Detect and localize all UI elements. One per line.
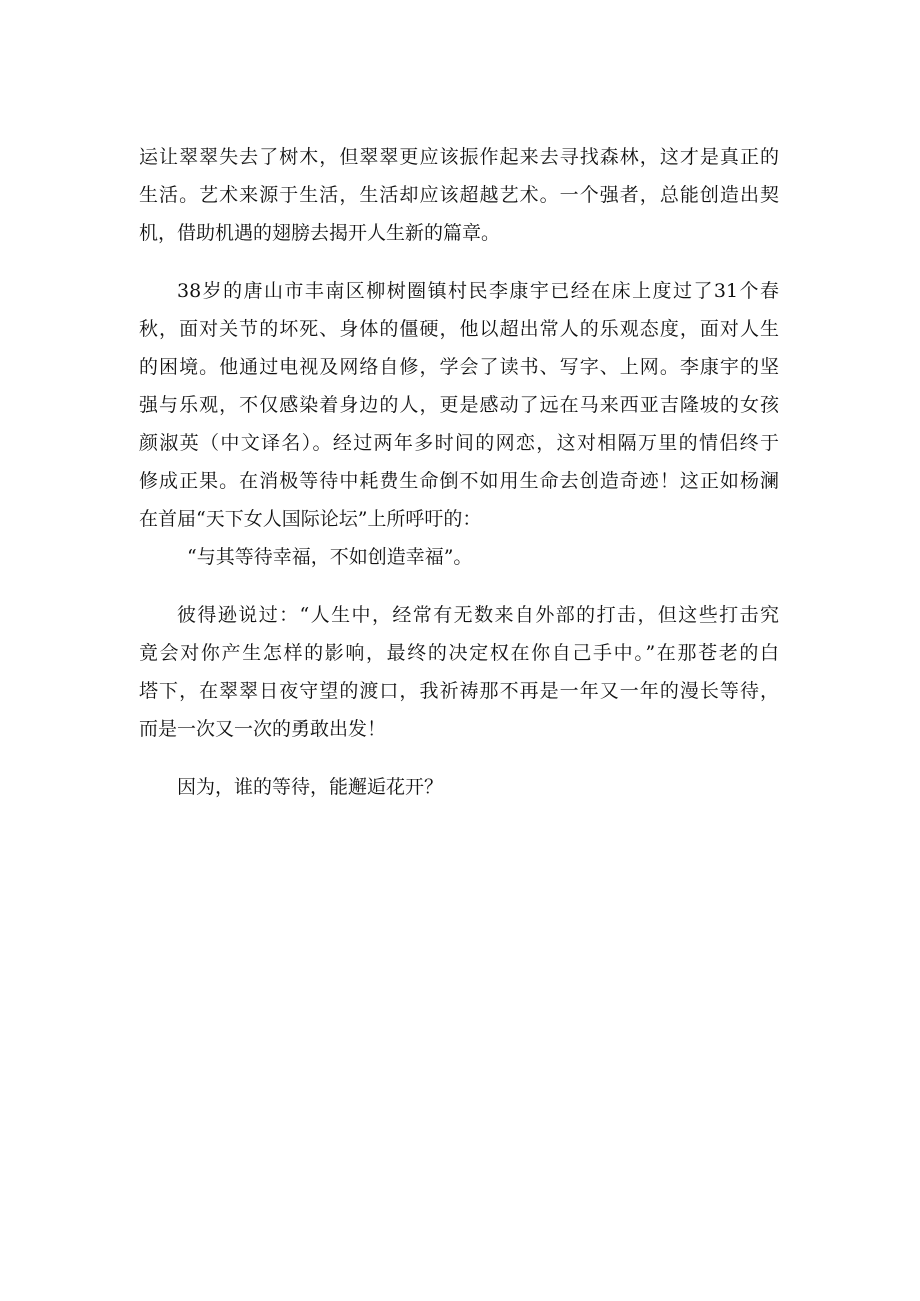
paragraph-line: 而是一次又一次的勇敢出发！ (139, 718, 387, 740)
document-body (139, 138, 779, 806)
paragraph-4 (139, 596, 779, 748)
paragraph-line: 竟会对你产生怎样的影响，最终的决定权在你自己手中。”在那苍老的白 (139, 642, 779, 664)
paragraph-line: 运让翠翠失去了树木，但翠翠更应该振作起来去寻找森林，这才是真正的 (139, 146, 779, 168)
paragraph-2 (139, 272, 779, 538)
paragraph-line: 生活。艺术来源于生活，生活却应该超越艺术。一个强者，总能创造出契 (139, 184, 779, 206)
quote-paragraph (139, 538, 779, 576)
paragraph-line: 颜淑英（中文译名）。经过两年多时间的网恋，这对相隔万里的情侣终于 (139, 432, 779, 454)
paragraph-line: 因为，谁的等待，能邂逅花开？ (177, 776, 444, 798)
paragraph-line: 强与乐观，不仅感染着身边的人，更是感动了远在马来西亚吉隆坡的女孩 (139, 394, 779, 416)
paragraph-gap (139, 252, 779, 272)
paragraph-line: 彼得逊说过：“人生中，经常有无数来自外部的打击，但这些打击究 (177, 604, 779, 626)
paragraph-line: 修成正果。在消极等待中耗费生命倒不如用生命去创造奇迹！这正如杨澜 (139, 470, 779, 492)
paragraph-line: 机，借助机遇的翅膀去揭开人生新的篇章。 (139, 222, 501, 244)
quote-line: “与其等待幸福，不如创造幸福”。 (187, 546, 473, 568)
paragraph-1 (139, 138, 779, 252)
paragraph-gap (139, 748, 779, 768)
paragraph-line: 在首届“天下女人国际论坛”上所呼吁的： (139, 508, 482, 530)
paragraph-line: 塔下，在翠翠日夜守望的渡口，我祈祷那不再是一年又一年的漫长等待， (139, 680, 779, 702)
paragraph-line: 的困境。他通过电视及网络自修，学会了读书、写字、上网。李康宇的坚 (139, 356, 779, 378)
paragraph-line: 38岁的唐山市丰南区柳树圈镇村民李康宇已经在床上度过了31个春 (177, 280, 779, 302)
paragraph-line: 秋，面对关节的坏死、身体的僵硬，他以超出常人的乐观态度，面对人生 (139, 318, 779, 340)
paragraph-gap (139, 576, 779, 596)
paragraph-5 (139, 768, 779, 806)
